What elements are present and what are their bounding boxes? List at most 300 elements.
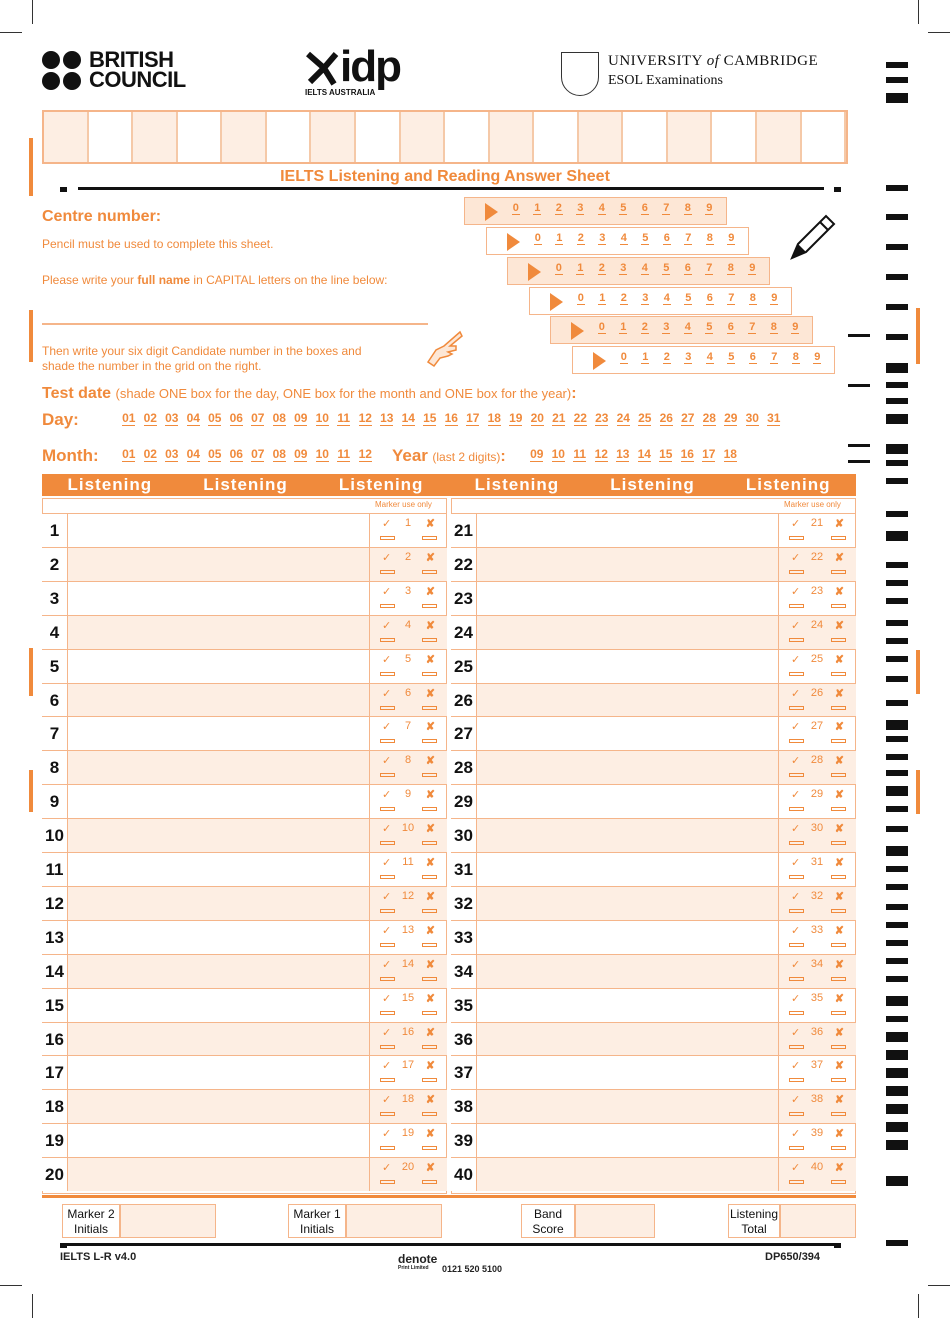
arrow-icon — [550, 293, 563, 311]
digit-option[interactable] — [592, 232, 614, 244]
answer-row — [42, 818, 447, 852]
marker2-initials-box[interactable] — [120, 1204, 216, 1238]
answer-field[interactable] — [478, 853, 778, 886]
correct-mark-box[interactable] — [380, 1180, 395, 1184]
month-option[interactable] — [355, 447, 377, 461]
answer-field[interactable] — [478, 548, 778, 581]
day-option[interactable] — [247, 411, 269, 425]
month-option[interactable] — [161, 447, 183, 461]
digit-option[interactable] — [548, 262, 570, 274]
digit-option[interactable] — [635, 351, 657, 363]
incorrect-mark-box[interactable] — [831, 875, 846, 879]
correct-mark-box[interactable] — [789, 739, 804, 743]
day-option[interactable] — [312, 411, 334, 425]
tick-icon: ✓ — [382, 721, 392, 734]
correct-mark-box[interactable] — [789, 1078, 804, 1082]
day-option[interactable] — [570, 411, 592, 425]
incorrect-mark-box[interactable] — [831, 604, 846, 608]
digit-option[interactable] — [721, 292, 743, 304]
incorrect-mark-box[interactable] — [831, 943, 846, 947]
correct-mark-box[interactable] — [380, 909, 395, 913]
digit-option[interactable] — [591, 262, 613, 274]
day-option[interactable] — [376, 411, 398, 425]
answer-field[interactable] — [69, 650, 369, 683]
correct-mark-box[interactable] — [380, 1146, 395, 1150]
answer-field[interactable] — [69, 751, 369, 784]
digit-option[interactable] — [505, 202, 527, 214]
correct-mark-box[interactable] — [380, 536, 395, 540]
correct-mark-box[interactable] — [789, 943, 804, 947]
answer-field[interactable] — [69, 853, 369, 886]
answer-field[interactable] — [69, 1056, 369, 1089]
correct-mark-box[interactable] — [789, 1011, 804, 1015]
digit-option[interactable] — [699, 262, 721, 274]
year-option[interactable] — [677, 447, 699, 461]
name-letter-box[interactable] — [133, 112, 178, 162]
arrow-icon — [528, 263, 541, 281]
incorrect-mark-box[interactable] — [422, 773, 437, 777]
digit-option[interactable] — [592, 292, 614, 304]
digit-option[interactable] — [613, 321, 635, 333]
year-option[interactable] — [655, 447, 677, 461]
digit-option[interactable] — [720, 321, 742, 333]
day-option[interactable] — [720, 411, 742, 425]
incorrect-mark-box[interactable] — [422, 977, 437, 981]
correct-mark-box[interactable] — [789, 841, 804, 845]
timing-mark — [886, 676, 908, 682]
digit-option[interactable] — [570, 262, 592, 274]
month-option[interactable] — [140, 447, 162, 461]
day-option[interactable] — [118, 411, 140, 425]
name-letter-box[interactable] — [311, 112, 356, 162]
correct-mark-box[interactable] — [789, 706, 804, 710]
name-letter-box[interactable] — [579, 112, 624, 162]
answer-field[interactable] — [69, 887, 369, 920]
digit-option[interactable] — [570, 202, 592, 214]
digit-option-label: 8 — [706, 232, 713, 244]
incorrect-mark-box[interactable] — [831, 570, 846, 574]
answer-field[interactable] — [478, 1056, 778, 1089]
correct-mark-box[interactable] — [789, 1112, 804, 1116]
correct-mark-box[interactable] — [789, 773, 804, 777]
cross-icon: ✘ — [425, 924, 435, 937]
digit-option[interactable] — [699, 292, 721, 304]
correct-mark-box[interactable] — [789, 604, 804, 608]
answer-field[interactable] — [69, 582, 369, 615]
digit-option[interactable] — [678, 292, 700, 304]
digit-option[interactable] — [656, 262, 678, 274]
name-letter-box[interactable] — [445, 112, 490, 162]
digit-option-label: 1 — [620, 321, 627, 333]
edge-mark — [29, 138, 33, 196]
correct-mark-box[interactable] — [380, 875, 395, 879]
answer-row — [451, 716, 856, 750]
incorrect-mark-box[interactable] — [831, 739, 846, 743]
marker-box — [369, 650, 445, 683]
marker-question-number: 15 — [401, 991, 415, 1004]
incorrect-mark-box[interactable] — [831, 1112, 846, 1116]
answer-field[interactable] — [478, 684, 778, 717]
correct-mark-box[interactable] — [380, 773, 395, 777]
name-letter-box[interactable] — [44, 112, 89, 162]
digit-option[interactable] — [699, 232, 721, 244]
name-letter-box[interactable] — [712, 112, 757, 162]
answer-field[interactable] — [478, 989, 778, 1022]
correct-mark-box[interactable] — [380, 807, 395, 811]
incorrect-mark-box[interactable] — [422, 739, 437, 743]
band-score-box[interactable] — [575, 1204, 655, 1238]
incorrect-mark-box[interactable] — [831, 1078, 846, 1082]
correct-mark-box[interactable] — [380, 638, 395, 642]
cross-icon: ✘ — [425, 958, 435, 971]
incorrect-mark-box[interactable] — [422, 604, 437, 608]
answer-field[interactable] — [478, 819, 778, 852]
question-number: 2 — [42, 548, 68, 581]
digit-option[interactable] — [591, 202, 613, 214]
year-option[interactable] — [612, 447, 634, 461]
crop-mark — [928, 32, 950, 33]
day-option[interactable] — [355, 411, 377, 425]
correct-mark-box[interactable] — [380, 739, 395, 743]
incorrect-mark-box[interactable] — [422, 1112, 437, 1116]
name-letter-box[interactable] — [757, 112, 802, 162]
digit-option[interactable] — [742, 262, 764, 274]
correct-mark-box[interactable] — [380, 977, 395, 981]
answer-field[interactable] — [69, 1124, 369, 1157]
digit-option[interactable] — [613, 232, 635, 244]
answer-field[interactable] — [478, 1023, 778, 1056]
incorrect-mark-box[interactable] — [831, 1011, 846, 1015]
day-option[interactable] — [742, 411, 764, 425]
incorrect-mark-box[interactable] — [831, 1146, 846, 1150]
cross-icon: ✘ — [425, 789, 435, 802]
tick-icon: ✓ — [382, 1060, 392, 1073]
answer-field[interactable] — [478, 751, 778, 784]
correct-mark-box[interactable] — [380, 841, 395, 845]
listening-total-box[interactable] — [780, 1204, 856, 1238]
answer-field[interactable] — [69, 717, 369, 750]
candidate-digit-row — [529, 287, 792, 315]
answer-field[interactable] — [69, 955, 369, 988]
marker-question-number: 38 — [810, 1093, 824, 1106]
answer-field[interactable] — [478, 650, 778, 683]
incorrect-mark-box[interactable] — [422, 536, 437, 540]
name-letter-box[interactable] — [89, 112, 134, 162]
month-option[interactable] — [269, 447, 291, 461]
month-option[interactable] — [333, 447, 355, 461]
answer-field[interactable] — [478, 582, 778, 615]
question-number: 1 — [42, 514, 68, 547]
answer-field[interactable] — [69, 616, 369, 649]
correct-mark-box[interactable] — [380, 604, 395, 608]
answer-field[interactable] — [478, 616, 778, 649]
year-option[interactable] — [591, 447, 613, 461]
digit-option[interactable] — [634, 321, 656, 333]
answer-field[interactable] — [69, 684, 369, 717]
year-option[interactable] — [526, 447, 548, 461]
answer-field[interactable] — [69, 1158, 369, 1191]
digit-option[interactable] — [527, 202, 549, 214]
year-option[interactable] — [548, 447, 570, 461]
digit-option[interactable] — [570, 232, 592, 244]
digit-option[interactable] — [677, 262, 699, 274]
answer-field[interactable] — [69, 819, 369, 852]
correct-mark-box[interactable] — [789, 672, 804, 676]
digit-option[interactable] — [763, 321, 785, 333]
day-option[interactable] — [591, 411, 613, 425]
incorrect-mark-box[interactable] — [422, 807, 437, 811]
digit-option[interactable] — [656, 321, 678, 333]
day-option[interactable] — [161, 411, 183, 425]
day-option[interactable] — [656, 411, 678, 425]
correct-mark-box[interactable] — [789, 570, 804, 574]
digit-option[interactable] — [677, 321, 699, 333]
name-letter-box[interactable] — [668, 112, 713, 162]
marker1-initials-box[interactable] — [346, 1204, 442, 1238]
incorrect-mark-box[interactable] — [422, 1045, 437, 1049]
incorrect-mark-box[interactable] — [422, 943, 437, 947]
day-option[interactable] — [527, 411, 549, 425]
incorrect-mark-box[interactable] — [831, 977, 846, 981]
correct-mark-box[interactable] — [380, 1045, 395, 1049]
name-letter-box[interactable] — [401, 112, 446, 162]
digit-option[interactable] — [742, 321, 764, 333]
digit-option[interactable] — [699, 351, 721, 363]
digit-option[interactable] — [699, 202, 721, 214]
digit-option[interactable] — [742, 351, 764, 363]
answer-field[interactable] — [478, 921, 778, 954]
digit-option-label: 9 — [749, 262, 756, 274]
correct-mark-box[interactable] — [789, 638, 804, 642]
day-option[interactable] — [419, 411, 441, 425]
digit-option[interactable] — [807, 351, 829, 363]
digit-option[interactable] — [678, 232, 700, 244]
day-option[interactable] — [140, 411, 162, 425]
timing-mark — [886, 1050, 908, 1060]
pencil-icon — [788, 210, 838, 262]
incorrect-mark-box[interactable] — [422, 875, 437, 879]
answer-field[interactable] — [478, 717, 778, 750]
incorrect-mark-box[interactable] — [422, 1146, 437, 1150]
answer-field[interactable] — [478, 1090, 778, 1123]
day-option[interactable] — [441, 411, 463, 425]
correct-mark-box[interactable] — [789, 807, 804, 811]
correct-mark-box[interactable] — [789, 1045, 804, 1049]
incorrect-mark-box[interactable] — [831, 841, 846, 845]
correct-mark-box[interactable] — [380, 672, 395, 676]
question-number: 10 — [42, 819, 68, 852]
marker-box — [369, 819, 445, 852]
day-option[interactable] — [398, 411, 420, 425]
digit-option[interactable] — [527, 232, 549, 244]
day-option-label: 16 — [444, 411, 458, 425]
day-option[interactable] — [484, 411, 506, 425]
digit-option[interactable] — [634, 202, 656, 214]
incorrect-mark-box[interactable] — [831, 909, 846, 913]
incorrect-mark-box[interactable] — [422, 638, 437, 642]
day-option[interactable] — [204, 411, 226, 425]
digit-option[interactable] — [678, 351, 700, 363]
incorrect-mark-box[interactable] — [422, 706, 437, 710]
incorrect-mark-box[interactable] — [422, 1011, 437, 1015]
digit-option[interactable] — [785, 351, 807, 363]
incorrect-mark-box[interactable] — [422, 1180, 437, 1184]
year-option[interactable] — [720, 447, 742, 461]
digit-option[interactable] — [656, 232, 678, 244]
answer-field[interactable] — [69, 1090, 369, 1123]
incorrect-mark-box[interactable] — [831, 638, 846, 642]
digit-option[interactable] — [720, 262, 742, 274]
month-option[interactable] — [290, 447, 312, 461]
incorrect-mark-box[interactable] — [422, 841, 437, 845]
incorrect-mark-box[interactable] — [831, 672, 846, 676]
answer-field[interactable] — [69, 514, 369, 547]
month-option[interactable] — [226, 447, 248, 461]
digit-option[interactable] — [591, 321, 613, 333]
digit-option[interactable] — [613, 292, 635, 304]
name-letter-box[interactable] — [490, 112, 535, 162]
digit-option[interactable] — [699, 321, 721, 333]
timing-mark — [886, 904, 908, 910]
month-option[interactable] — [118, 447, 140, 461]
correct-mark-box[interactable] — [789, 875, 804, 879]
cross-icon: ✘ — [834, 1162, 844, 1175]
day-option[interactable] — [183, 411, 205, 425]
answer-field[interactable] — [478, 1124, 778, 1157]
day-option[interactable] — [333, 411, 355, 425]
day-option[interactable] — [677, 411, 699, 425]
digit-option[interactable] — [570, 292, 592, 304]
incorrect-mark-box[interactable] — [831, 773, 846, 777]
digit-option[interactable] — [764, 351, 786, 363]
correct-mark-box[interactable] — [789, 909, 804, 913]
marker-question-number: 31 — [810, 856, 824, 868]
incorrect-mark-box[interactable] — [831, 1045, 846, 1049]
name-letter-box[interactable] — [802, 112, 847, 162]
digit-option[interactable] — [656, 292, 678, 304]
year-option[interactable] — [634, 447, 656, 461]
digit-option[interactable] — [656, 202, 678, 214]
year-option[interactable] — [698, 447, 720, 461]
name-letter-box[interactable] — [356, 112, 401, 162]
correct-mark-box[interactable] — [380, 1112, 395, 1116]
correct-mark-box[interactable] — [789, 1180, 804, 1184]
correct-mark-box[interactable] — [380, 570, 395, 574]
day-option[interactable] — [613, 411, 635, 425]
timing-mark — [886, 1086, 908, 1096]
incorrect-mark-box[interactable] — [831, 807, 846, 811]
correct-mark-box[interactable] — [380, 1078, 395, 1082]
digit-option[interactable] — [549, 232, 571, 244]
correct-mark-box[interactable] — [380, 706, 395, 710]
digit-option[interactable] — [721, 351, 743, 363]
tick-icon: ✓ — [791, 992, 801, 1005]
day-option[interactable] — [226, 411, 248, 425]
digit-option[interactable] — [613, 262, 635, 274]
answer-field[interactable] — [478, 785, 778, 818]
year-option-label: 17 — [702, 447, 716, 461]
answer-field[interactable] — [478, 514, 778, 547]
day-option[interactable] — [505, 411, 527, 425]
day-option[interactable] — [269, 411, 291, 425]
name-line[interactable] — [42, 323, 428, 325]
arrow-icon — [593, 352, 606, 370]
incorrect-mark-box[interactable] — [422, 570, 437, 574]
answer-field[interactable] — [478, 955, 778, 988]
digit-option-label: 5 — [620, 202, 627, 214]
answer-field[interactable] — [478, 1158, 778, 1191]
answer-field[interactable] — [69, 785, 369, 818]
name-letter-box[interactable] — [623, 112, 668, 162]
digit-option-label: 8 — [792, 351, 799, 363]
marker-box — [778, 1124, 854, 1157]
incorrect-mark-box[interactable] — [422, 1078, 437, 1082]
correct-mark-box[interactable] — [380, 943, 395, 947]
correct-mark-box[interactable] — [789, 536, 804, 540]
incorrect-mark-box[interactable] — [422, 672, 437, 676]
day-option[interactable] — [699, 411, 721, 425]
digit-option[interactable] — [613, 202, 635, 214]
day-option[interactable] — [290, 411, 312, 425]
name-letter-box[interactable] — [222, 112, 267, 162]
year-option[interactable] — [569, 447, 591, 461]
incorrect-mark-box[interactable] — [422, 909, 437, 913]
name-letter-box[interactable] — [267, 112, 312, 162]
correct-mark-box[interactable] — [789, 1146, 804, 1150]
digit-option-label: 0 — [534, 232, 541, 244]
day-option[interactable] — [634, 411, 656, 425]
digit-option[interactable] — [785, 321, 807, 333]
day-option[interactable] — [763, 411, 785, 425]
digit-option[interactable] — [613, 351, 635, 363]
digit-option[interactable] — [656, 351, 678, 363]
correct-mark-box[interactable] — [380, 1011, 395, 1015]
digit-option[interactable] — [721, 232, 743, 244]
name-entry-boxes[interactable] — [42, 110, 848, 164]
incorrect-mark-box[interactable] — [831, 706, 846, 710]
digit-option-label: 3 — [685, 351, 692, 363]
digit-option[interactable] — [742, 292, 764, 304]
answer-field[interactable] — [478, 887, 778, 920]
digit-option[interactable] — [634, 262, 656, 274]
day-option[interactable] — [548, 411, 570, 425]
answer-field[interactable] — [69, 1023, 369, 1056]
name-letter-box[interactable] — [178, 112, 223, 162]
answer-field[interactable] — [69, 989, 369, 1022]
month-option[interactable] — [183, 447, 205, 461]
answer-field[interactable] — [69, 548, 369, 581]
cross-icon: ✘ — [425, 551, 435, 564]
digit-option-label: 3 — [642, 292, 649, 304]
digit-option-label: 3 — [663, 321, 670, 333]
marker-question-number: 17 — [401, 1059, 415, 1072]
incorrect-mark-box[interactable] — [831, 536, 846, 540]
marker-box — [369, 514, 445, 547]
digit-option[interactable] — [635, 292, 657, 304]
digit-option[interactable] — [677, 202, 699, 214]
correct-mark-box[interactable] — [789, 977, 804, 981]
incorrect-mark-box[interactable] — [831, 1180, 846, 1184]
month-option[interactable] — [204, 447, 226, 461]
day-option[interactable] — [462, 411, 484, 425]
name-letter-box[interactable] — [534, 112, 579, 162]
digit-option[interactable] — [764, 292, 786, 304]
answer-field[interactable] — [69, 921, 369, 954]
month-option[interactable] — [312, 447, 334, 461]
digit-option[interactable] — [635, 232, 657, 244]
month-option[interactable] — [247, 447, 269, 461]
digit-option[interactable] — [548, 202, 570, 214]
